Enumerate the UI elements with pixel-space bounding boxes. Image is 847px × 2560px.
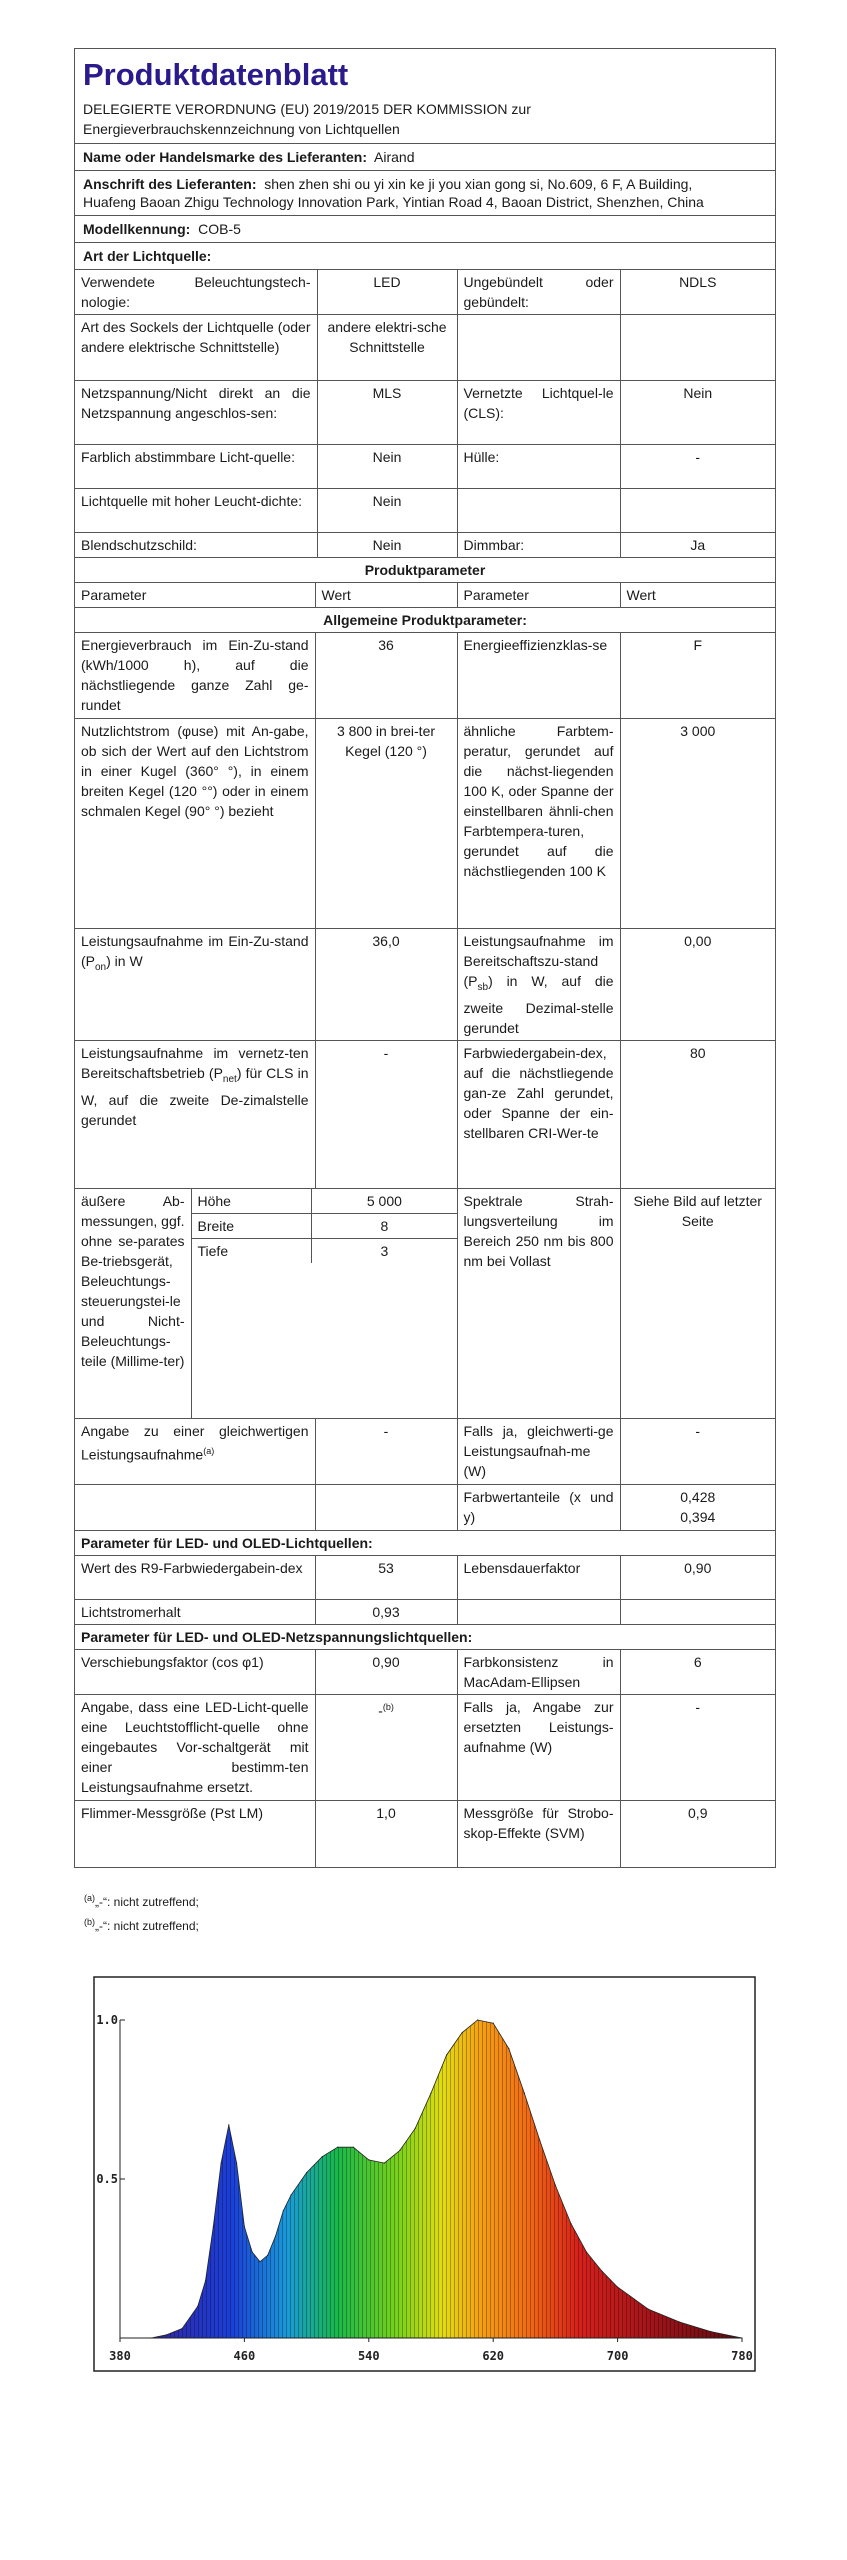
footnotes	[84, 1888, 199, 1936]
footnote-a: $^{(a)}$„-“: nicht zutreffend;	[84, 1893, 199, 1909]
section-heading-row: Parameter für LED- und OLED-Netzspannungslichtquellen:	[75, 1625, 775, 1650]
data-point	[213, 2226, 214, 2227]
data-point	[477, 2019, 478, 2020]
table-row: Lichtstromerhalt 0,93	[75, 1600, 775, 1625]
product-params-heading: Produktparameter	[75, 558, 775, 583]
column-header-row: Parameter Wert Parameter Wert	[75, 583, 775, 608]
y-tick-label: 1.0	[96, 2013, 118, 2027]
data-point	[205, 2280, 206, 2281]
table-row: Leistungsaufnahme im vernetz-ten Bereitschaftsbetrieb $(P_{net})$ für CLS in W, auf die zweite De-zimalstelle gerundet - Farbwiedergabein-dex, auf die nächstliegende gan-ze Zahl gerundet, oder Spanne der ein-stellbaren CRI-Wer-te 80	[75, 1040, 775, 1188]
table-row: Farblich abstimmbare Licht-quelle: Nein Hülle: -	[75, 445, 775, 489]
data-point	[679, 2322, 680, 2323]
x-tick-label: 380	[109, 2349, 131, 2363]
table-row: Tiefe 3	[192, 1238, 457, 1263]
table-row: Energieverbrauch im Ein-Zu-stand (kWh/1000 h), auf die nächstliegende ganze Zahl ge-rundet 36 Energieeffizienzklas-se F	[75, 633, 775, 719]
data-point	[617, 2287, 618, 2288]
model-row: Modellkennung: COB-5	[75, 215, 775, 242]
table-row: Farbwertanteile (x und y) 0,428 0,394	[75, 1484, 775, 1530]
product-datasheet	[74, 48, 776, 1868]
x-tick-label: 700	[606, 2349, 629, 2363]
data-point	[337, 2147, 338, 2148]
table-row: Leistungsaufnahme im Ein-Zu-stand $(P_{on})$ in W 36,0 Leistungsaufnahme im Bereitschaftszu-stand $(P_{sb})$ in W, auf die zweite Dezimal-stelle gerundet 0,00	[75, 929, 775, 1041]
table-row: Nutzlichtstrom (φuse) mit An-gabe, ob sich der Wert auf den Lichtstrom in einer Kugel (360° °), in einem breiten Kegel (120 °°) oder in einem schmalen Kegel (90° °) bezieht 3 800 in brei-ter Kegel (120 °) ähnliche Farbtem-peratur, gerundet auf die nächst-liegenden 100 K, oder Spanne der einstellbaren ähnli-chen Farbtempera-turen, gerundet auf die nächstliegenden 100 K 3 000	[75, 719, 775, 929]
data-point	[182, 2328, 183, 2329]
supplier-name-row: Name oder Handelsmarke des Lieferanten: Airand	[75, 143, 775, 170]
table-row: Blendschutzschild: Nein Dimmbar: Ja	[75, 533, 775, 558]
data-point	[291, 2194, 292, 2195]
table-row: Angabe, dass eine LED-Licht-quelle eine Leuchtstofflicht-quelle ohne eingebautes Vor-schaltgerät mit einer bestimm-ten Leistungsaufnahme ersetzt. -$^{(b)}$ Falls ja, Angabe zur ersetzten Leistungs-aufnahme (W) -	[75, 1695, 775, 1801]
table-row: Wert des R9-Farbwiedergabein-dex 53 Lebensdauerfaktor 0,90	[75, 1556, 775, 1600]
data-point	[399, 2150, 400, 2151]
table-row: Lichtquelle mit hoher Leucht-dichte: Nein	[75, 489, 775, 533]
data-point	[221, 2163, 222, 2164]
data-point	[353, 2147, 354, 2148]
data-point	[166, 2334, 167, 2335]
table-row: Flimmer-Messgröße (Pst LM) 1,0 Messgröße für Strobo-skop-Effekte (SVM) 0,9	[75, 1801, 775, 1867]
data-point	[368, 2159, 369, 2160]
data-point	[539, 2140, 540, 2141]
data-point	[197, 2306, 198, 2307]
supplier-address-row: Anschrift des Lieferanten: shen zhen shi ou yi xin ke ji you xian gong si, No.609, 6 F, A Building, Huafeng Baoan Zhigu Technology Innovation Park, Yintian Road 4, Baoan District, Shenzhen, China	[75, 170, 775, 215]
table-row: äußere Ab-messungen, ggf. ohne se-parates Be-triebsgerät, Beleuchtungs-steuerungstei-le und Nicht-Beleuchtungs-teile (Millime-ter) Höhe 5 000 Breite 8 Tiefe 3 Spektrale Strah-lungsverteilung im Bereich 250 nm bis 800 nm bei Vollast Siehe Bild auf letzter Seite	[75, 1188, 775, 1418]
data-point	[415, 2128, 416, 2129]
data-point	[462, 2032, 463, 2033]
x-tick-label: 620	[482, 2349, 505, 2363]
data-point	[601, 2271, 602, 2272]
data-point	[322, 2156, 323, 2157]
data-point	[524, 2093, 525, 2094]
data-point	[267, 2255, 268, 2256]
data-point	[228, 2124, 229, 2125]
data-point	[570, 2223, 571, 2224]
supplier-name: Airand	[374, 149, 415, 165]
data-point	[493, 2023, 494, 2024]
data-point	[648, 2309, 649, 2310]
data-point	[508, 2048, 509, 2049]
lightsource-type-table	[75, 269, 775, 557]
table-row: Höhe 5 000	[192, 1189, 457, 1214]
table-row: Verschiebungsfaktor (cos φ1) 0,90 Farbkonsistenz in MacAdam-Ellipsen 6	[75, 1650, 775, 1695]
data-point	[252, 2252, 253, 2253]
table-row: Angabe zu einer gleichwertigen Leistungsaufnahme$^{(a)}$ - Falls ja, gleichwerti-ge Leistungsaufnah-me (W) -	[75, 1418, 775, 1484]
page-title: Produktdatenblatt	[83, 57, 349, 92]
data-point	[275, 2236, 276, 2237]
model-id: COB-5	[198, 221, 241, 237]
section-heading-row	[75, 608, 775, 633]
general-params-heading: Allgemeine Produktparameter:	[75, 608, 775, 633]
table-row: Verwendete Beleuchtungstech-nologie: LED Ungebündelt oder gebündelt: NDLS	[75, 270, 775, 315]
regulation-text: DELEGIERTE VERORDNUNG (EU) 2019/2015 DER KOMMISSION zur Energieverbrauchskennzeichnung von Lichtquellen	[83, 101, 531, 137]
y-tick-label: 0.5	[96, 2172, 118, 2186]
data-point	[244, 2226, 245, 2227]
data-point	[586, 2252, 587, 2253]
footnote-b: $^{(b)}$„-“: nicht zutreffend;	[84, 1917, 199, 1933]
section-heading-row: Parameter für LED- und OLED-Lichtquellen:	[75, 1531, 775, 1556]
data-point	[384, 2163, 385, 2164]
table-row: Netzspannung/Nicht direkt an die Netzspannung angeschlos-sen: MLS Vernetzte Lichtquel-le (CLS): Nein	[75, 381, 775, 445]
data-point	[236, 2163, 237, 2164]
spectral-distribution-chart	[90, 1975, 760, 2375]
table-row: Breite 8	[192, 1213, 457, 1238]
section-heading-row	[75, 558, 775, 583]
led-parameters-table	[75, 1530, 775, 1867]
data-point	[306, 2172, 307, 2173]
table-row: Art des Sockels der Lichtquelle (oder andere elektrische Schnittstelle) andere elektri-sche Schnittstelle	[75, 315, 775, 381]
product-parameters-table	[75, 557, 775, 1530]
x-tick-label: 540	[357, 2349, 380, 2363]
x-tick-label: 460	[233, 2349, 256, 2363]
supplier-address: shen zhen shi ou yi xin ke ji you xian gong si, No.609, 6 F, A Building,	[264, 176, 693, 192]
data-point	[710, 2331, 711, 2332]
data-point	[555, 2185, 556, 2186]
lightsource-type-heading: Art der Lichtquelle:	[75, 242, 775, 269]
data-point	[446, 2054, 447, 2055]
dimensions-table	[192, 1189, 457, 1263]
data-point	[430, 2093, 431, 2094]
data-point	[259, 2261, 260, 2262]
x-tick-label: 780	[731, 2349, 753, 2363]
data-point	[283, 2210, 284, 2211]
